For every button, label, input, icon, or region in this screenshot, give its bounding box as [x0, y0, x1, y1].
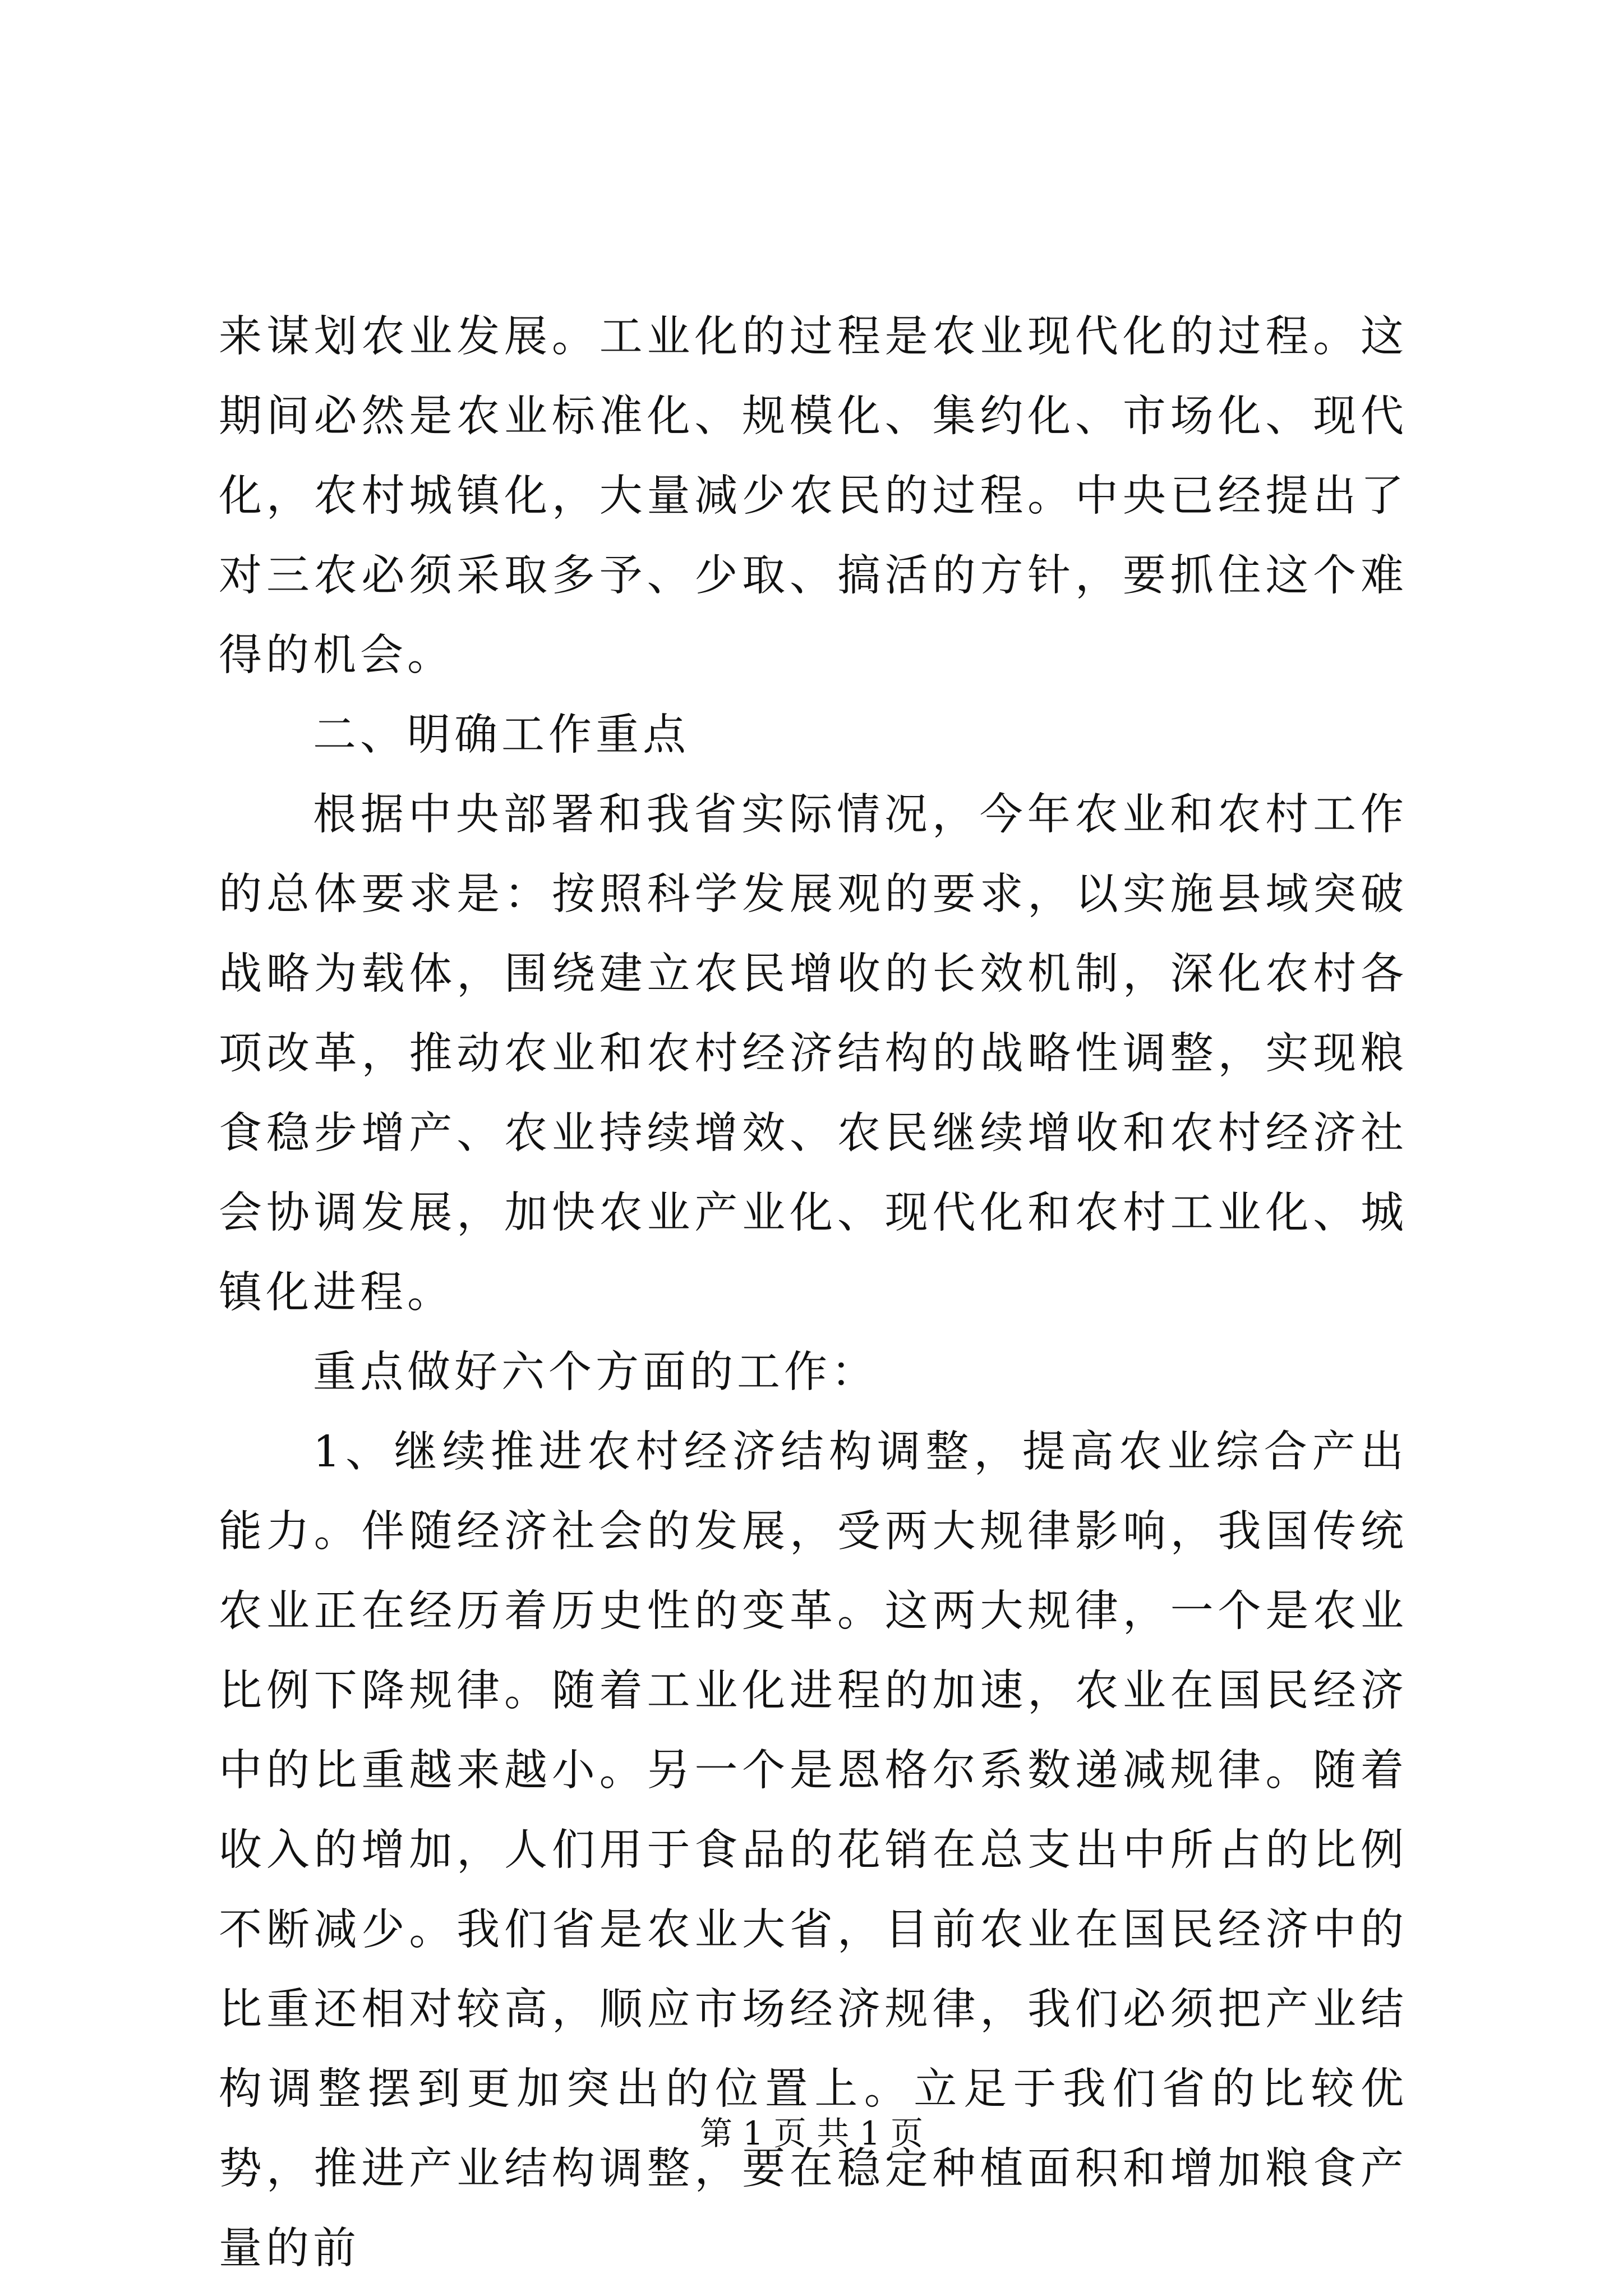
section-heading: 二、明确工作重点: [313, 710, 690, 760]
paragraph-task-one: 1、继续推进农村经济结构调整，提高农业综合产出能力。伴随经济社会的发展，受两大规律影响，我国传统农业正在经历着历史性的变革。这两大规律，一个是农业比例下降规律。随着工业化进程的加速，农业在国民经济中的比重越来越小。另一个是恩格尔系数递减规律。随着收入的增加，人们用于食品的花销在总支出中所占的比例不断减少。我们省是农业大省，目前农业在国民经济中的比重还相对较高，顺应市场经济规律，我们必须把产业结构调整摆到更加突出的位置上。立足于我们省的比较优势，推进产业结构调整，要在稳定种植面积和增加粮食产量的前: [219, 1427, 1408, 2274]
page-number-footer: 第 1 页 共 1 页: [700, 2114, 923, 2152]
document-body: [219, 297, 1408, 2289]
paragraph-six-tasks-intro: 重点做好六个方面的工作：: [313, 1347, 878, 1397]
paragraph-continuation: 来谋划农业发展。工业化的过程是农业现代化的过程。这期间必然是农业标准化、规模化、集约化、市场化、现代化，农村城镇化，大量减少农民的过程。中央已经提出了对三农必须采取多予、少取、搞活的方针，要抓住这个难得的机会。: [219, 312, 1408, 680]
paragraph-requirements: 根据中央部署和我省实际情况，今年农业和农村工作的总体要求是：按照科学发展观的要求，以实施县域突破战略为载体，围绕建立农民增收的长效机制，深化农村各项改革，推动农业和农村经济结构的战略性调整，实现粮食稳步增产、农业持续增效、农民继续增收和农村经济社会协调发展，加快农业产业化、现代化和农村工业化、城镇化进程。: [219, 790, 1408, 1318]
